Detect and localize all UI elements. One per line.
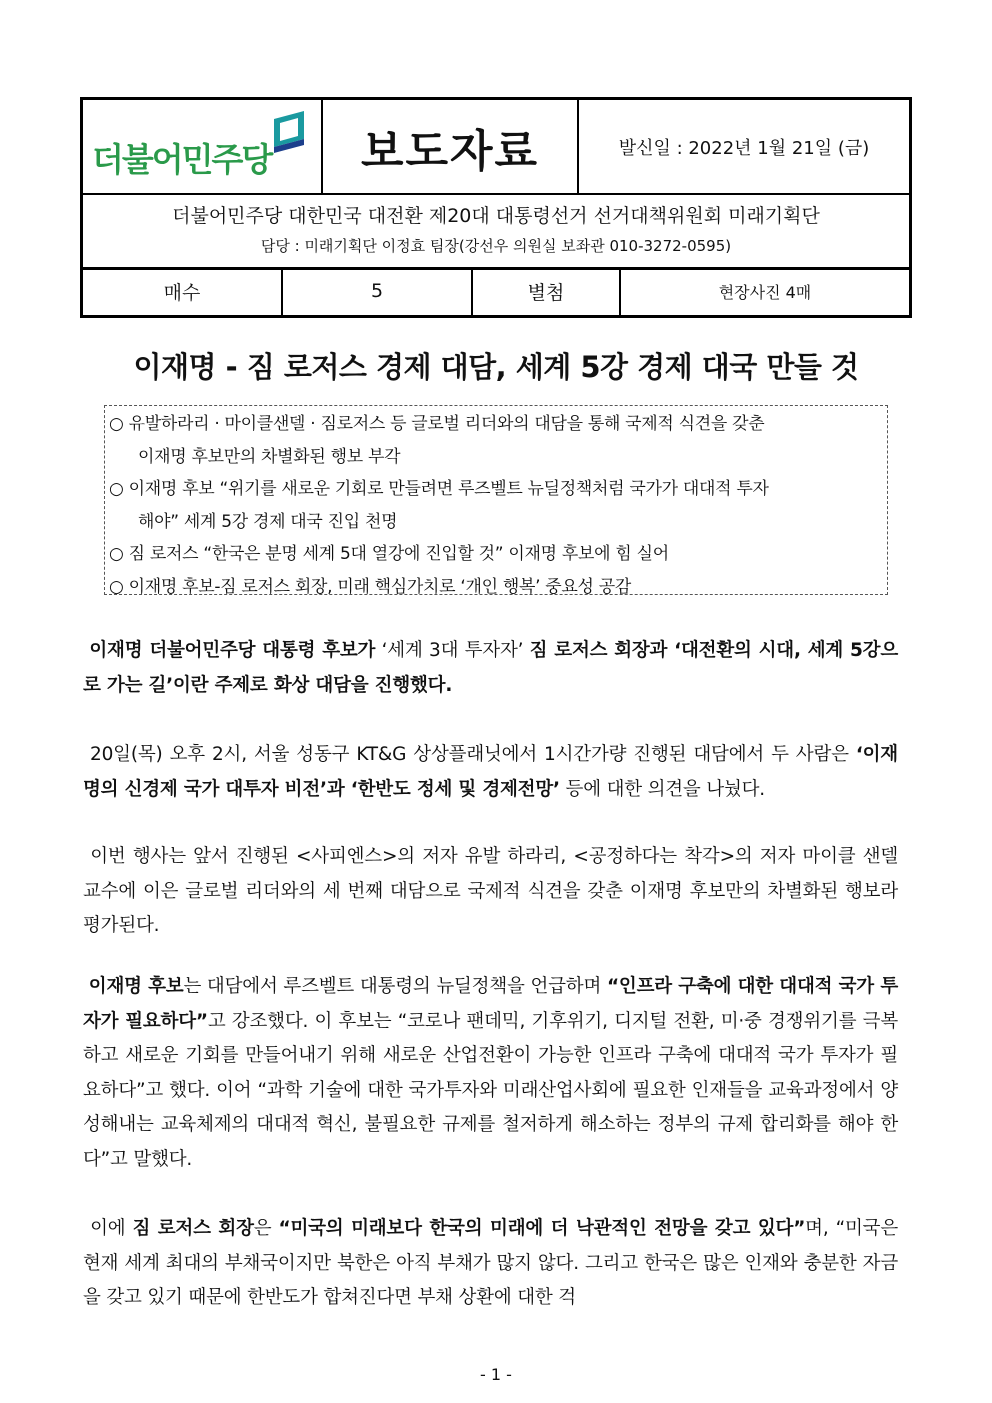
party-logo-text: 더불어민주당 xyxy=(92,139,272,179)
bold-text: “미국의 미래보다 한국의 미래에 더 낙관적인 전망을 갖고 있다” xyxy=(278,1218,806,1239)
logo-cell xyxy=(83,100,323,193)
organization-line: 더불어민주당 대한민국 대전환 제20대 대통령선거 선거대책위원회 미래기획단 xyxy=(172,205,820,227)
body-paragraph-4 xyxy=(83,970,898,1177)
party-logo xyxy=(92,107,312,187)
body-paragraph-5 xyxy=(83,1212,898,1316)
pages-label: 매수 xyxy=(83,267,283,315)
header-row-1 xyxy=(83,100,909,195)
bold-text: 짐 로저스 회장 xyxy=(132,1218,254,1239)
body-paragraph-3 xyxy=(83,840,898,944)
page-number: - 1 - xyxy=(480,1365,512,1384)
plain-text: 이에 xyxy=(90,1218,133,1239)
bold-text: “인프라 구축에 대한 대대적 국가 투자가 필요하다” xyxy=(83,976,898,1032)
summary-item: 이재명 후보만의 차별화된 행보 부각 xyxy=(138,446,401,467)
plain-text: 등에 대한 의견을 나눴다. xyxy=(559,778,765,800)
plain-text: ‘세계 3대 투자자’ xyxy=(375,640,530,661)
bold-text: 이재명 후보 xyxy=(88,976,184,997)
plain-text: 고 강조했다. 이 후보는 “코로나 팬데믹, 기후위기, 디지털 전환, 미·중 경쟁위기를 극복하고 새로운 기회를 만들어내기 위해 새로운 산업전환이 가능한 인프라 구축에 대대적 국가 투자가 필요하다”고 했다. 이어 “과학 기술에 대한 국가투자와 미래산업사회에 필요한 인재들을 교육과정에서 양성해내는 교육체제의 대대적 혁신, 불필요한 규제를 철저하게 해소하는 정부의 규제 합리화를 해야 한다”고 말했다. xyxy=(83,1010,898,1170)
plain-text: 며, “미국은 현재 세계 최대의 부채국이지만 북한은 아직 부채가 많지 않다. 그리고 한국은 많은 인재와 충분한 자금을 갖고 있기 때문에 한반도가 합쳐진다면 부채 상환에 대한 걱 xyxy=(83,1218,898,1308)
attachment-label: 별첨 xyxy=(473,267,621,315)
issue-date: 발신일 : 2022년 1월 21일 (금) xyxy=(618,137,870,159)
headline: 이재명 - 짐 로저스 경제 대담, 세계 5강 경제 대국 만들 것 xyxy=(133,350,859,384)
party-flag-icon xyxy=(272,109,306,157)
summary-item: ○ 이재명 후보-짐 로저스 회장, 미래 핵심가치로 ‘개인 행복’ 중요성 공감 xyxy=(109,576,632,597)
bold-text: 이재명 더불어민주당 대통령 후보가 xyxy=(89,640,376,661)
plain-text: 는 대담에서 루즈벨트 대통령의 뉴딜정책을 언급하며 xyxy=(183,976,607,997)
contact-line: 담당 : 미래기획단 이정효 팀장(강선우 의원실 보좌관 010-3272-0595) xyxy=(260,237,732,255)
attachment-value: 현장사진 4매 xyxy=(718,282,812,302)
summary-item: ○ 유발하라리 · 마이클샌델 · 짐로저스 등 글로벌 리더와의 대담을 통해 국제적 식견을 갖춘 xyxy=(109,414,765,434)
plain-text: 이번 행사는 앞서 진행된 <사피엔스>의 저자 유발 하라리, <공정하다는 착각>의 저자 마이클 샌델 교수에 이은 글로벌 리더와의 세 번째 대담으로 국제적 식견을 갖춘 이재명 후보만의 차별화된 행보라 평가된다. xyxy=(83,846,898,936)
plain-text: 은 xyxy=(253,1218,279,1239)
plain-text: 20일(목) 오후 2시, 서울 성동구 KT&G 상상플래닛에서 1시간가량 진행된 대담에서 두 사람은 xyxy=(90,744,856,765)
body-paragraph-1 xyxy=(83,634,898,703)
summary-item: ○ 이재명 후보 “위기를 새로운 기회로 만들려면 루즈벨트 뉴딜정책처럼 국가가 대대적 투자 xyxy=(109,479,769,499)
header-row-2 xyxy=(83,193,909,270)
doc-type-title: 보도자료 xyxy=(323,100,579,193)
body-paragraph-2 xyxy=(83,738,898,807)
press-release-header-table xyxy=(80,97,912,318)
summary-item: ○ 짐 로저스 “한국은 분명 세계 5대 열강에 진입할 것” 이재명 후보에 힘 실어 xyxy=(109,544,669,564)
header-row-3 xyxy=(83,267,909,315)
bold-text: 짐 로저스 회장과 ‘대전환의 시대, 세계 5강으로 가는 길’이란 주제로 화상 대담을 진행했다. xyxy=(83,640,898,696)
summary-item: 해야” 세계 5강 경제 대국 진입 천명 xyxy=(138,511,398,532)
summary-box xyxy=(104,405,888,595)
pages-value: 5 xyxy=(283,267,473,315)
bold-text: ‘이재명의 신경제 국가 대투자 비전’과 ‘한반도 정세 및 경제전망’ xyxy=(83,744,898,800)
